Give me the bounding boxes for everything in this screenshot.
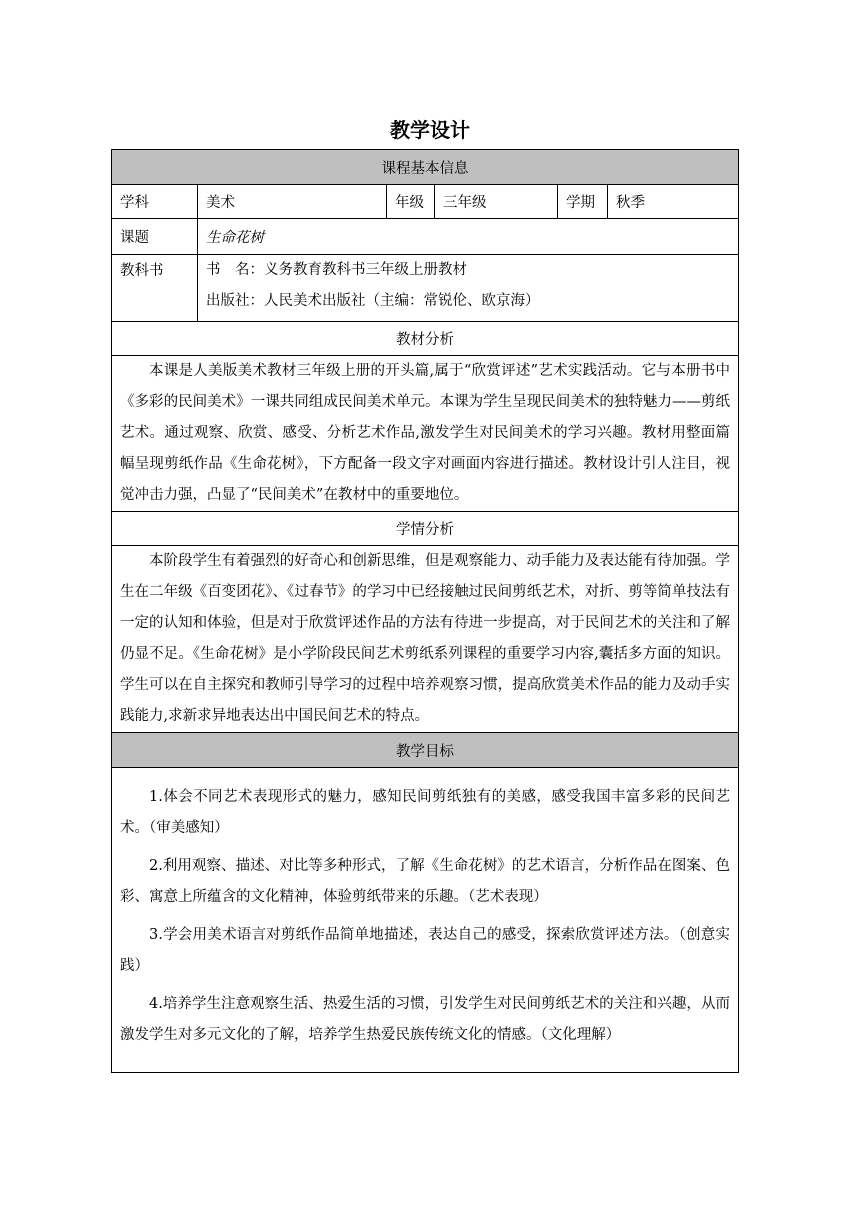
objectives-row: [112, 768, 739, 1073]
grade-label: 年级: [387, 185, 435, 219]
document-title: 教学设计: [390, 118, 470, 142]
student-analysis-row: [112, 546, 739, 733]
textbook-publisher: 出版社：人民美术出版社（主编：常锐伦、欧京海）: [206, 293, 540, 309]
student-analysis-header-row: [112, 512, 739, 546]
objective-item: 1.体会不同艺术表现形式的魅力，感知民间剪纸独有的美感，感受我国丰富多彩的民间艺术。（审美感知）: [120, 789, 731, 836]
lesson-value: 生命花树: [198, 219, 739, 255]
textbook-analysis-text: 本课是人美版美术教材三年级上册的开头篇,属于“欣赏评述”艺术实践活动。它与本册书中《多彩的民间美术》一课共同组成民间美术单元。本课为学生呈现民间美术的独特魅力——剪纸艺术。通过观察、欣赏、感受、分析艺术作品,激发学生对民间美术的学习兴趣。教材用整面篇幅呈现剪纸作品《生命花树》，下方配备一段文字对画面内容进行描述。教材设计引人注目，视觉冲击力强，凸显了“民间美术”在教材中的重要地位。: [112, 356, 739, 512]
objectives-header: 教学目标: [112, 733, 739, 768]
course-info-header-row: [112, 150, 739, 185]
objective-item: 2.利用观察、描述、对比等多种形式，了解《生命花树》的艺术语言，分析作品在图案、色彩、寓意上所蕴含的文化精神，体验剪纸带来的乐趣。（艺术表现）: [120, 858, 731, 905]
student-analysis-text: 本阶段学生有着强烈的好奇心和创新思维，但是观察能力、动手能力及表达能有待加强。学生在二年级《百变团花》、《过春节》的学习中已经接触过民间剪纸艺术，对折、剪等简单技法有一定的认知和体验，但是对于欣赏评述作品的方法有待进一步提高，对于民间艺术的关注和了解仍显不足。《生命花树》是小学阶段民间艺术剪纸系列课程的重要学习内容,囊括多方面的知识。学生可以在自主探究和教师引导学习的过程中培养观察习惯，提高欣赏美术作品的能力及动手实践能力,求新求异地表达出中国民间艺术的特点。: [112, 546, 739, 733]
subject-label: 学科: [112, 185, 198, 219]
textbook-analysis-row: [112, 356, 739, 512]
textbook-analysis-header-row: [112, 322, 739, 356]
objectives-content: [112, 768, 739, 1073]
lesson-plan-table: [111, 149, 739, 1073]
textbook-analysis-header: 教材分析: [112, 322, 739, 356]
textbook-name: 书 名：义务教育教科书三年级上册教材: [206, 262, 467, 278]
term-value: 秋季: [608, 185, 739, 219]
course-info-header: 课程基本信息: [112, 150, 739, 185]
textbook-row: [112, 255, 739, 322]
student-analysis-header: 学情分析: [112, 512, 739, 546]
subject-value: 美术: [198, 185, 387, 219]
textbook-label: 教科书: [112, 255, 198, 322]
term-label: 学期: [558, 185, 608, 219]
objective-item: 4.培养学生注意观察生活、热爱生活的习惯，引发学生对民间剪纸艺术的关注和兴趣，从而激发学生对多元文化的了解，培养学生热爱民族传统文化的情感。（文化理解）: [120, 996, 731, 1043]
grade-value: 三年级: [435, 185, 558, 219]
textbook-info: [198, 255, 739, 322]
objective-item: 3.学会用美术语言对剪纸作品简单地描述，表达自己的感受，探索欣赏评述方法。（创意实践）: [120, 927, 731, 974]
subject-row: [112, 185, 739, 219]
objectives-header-row: [112, 733, 739, 768]
lesson-label: 课题: [112, 219, 198, 255]
lesson-row: [112, 219, 739, 255]
